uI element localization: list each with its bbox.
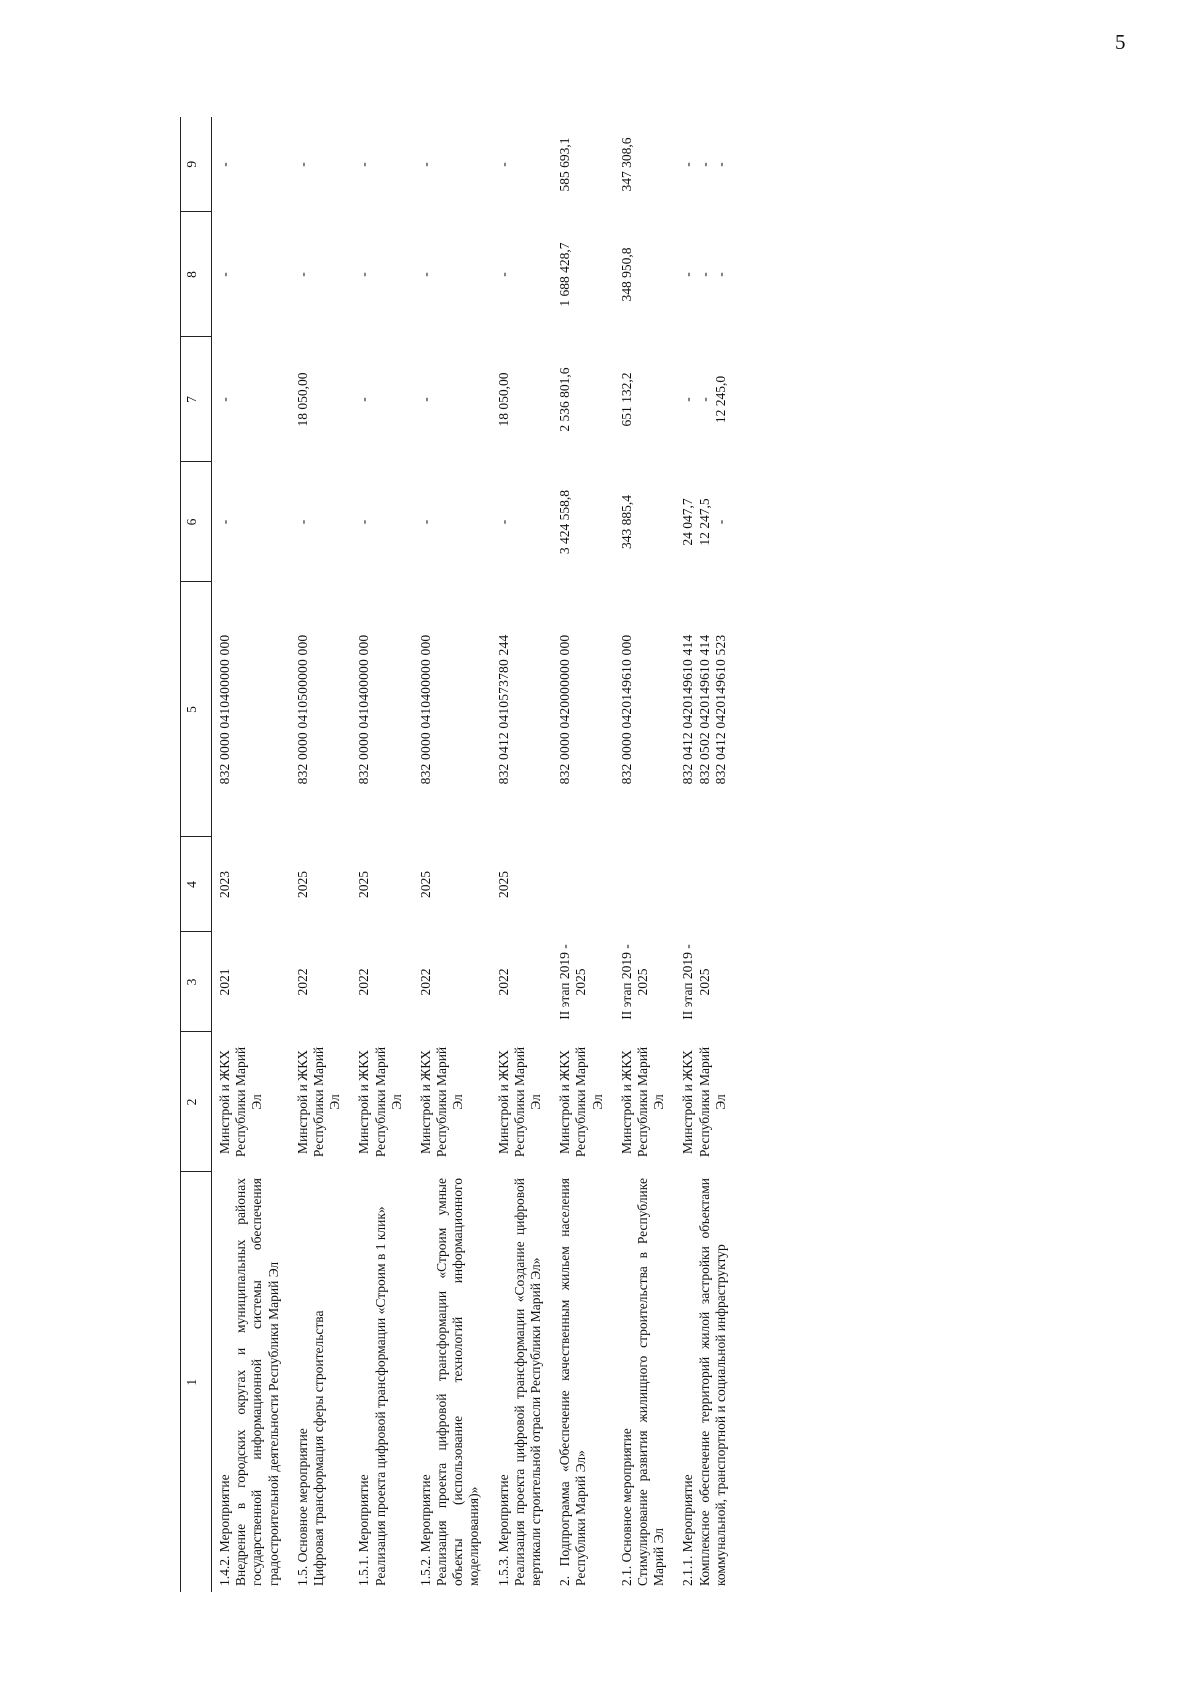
end-year-cell <box>212 837 290 932</box>
start-period: 2022 <box>417 968 433 996</box>
amount-col-6-cell <box>351 462 413 582</box>
column-header: 5 <box>181 582 212 837</box>
start-period-cell <box>413 932 491 1032</box>
amount-col-8: - <box>217 272 232 277</box>
amount-col-6-cell <box>212 462 290 582</box>
amount-col-9: - <box>294 162 310 167</box>
activity-name-cell <box>290 1172 352 1592</box>
amount-col-6: - <box>417 519 433 525</box>
activity-name: Комплексное обеспечение территорий жилой застройки объектами коммунальной, транспортной и социальной инфраструктур <box>696 1178 728 1586</box>
amount-col-7: 18 050,00 <box>495 372 511 427</box>
activity-name: 2.1. Основное мероприятие <box>618 1428 634 1586</box>
amount-col-9-cell <box>675 117 737 212</box>
amount-col-8-cell <box>491 212 553 337</box>
end-year-cell <box>675 837 737 932</box>
budget-classification-code: 832 0000 0420149610 000 <box>618 634 634 785</box>
table-row <box>614 117 676 1592</box>
responsible-executor-cell <box>552 1032 614 1172</box>
amount-col-6-cell <box>290 462 352 582</box>
budget-classification-code: 832 0412 0420149610 414 <box>680 634 696 785</box>
start-period: II этап 2019 - 2025 <box>557 944 589 1020</box>
amount-col-9: - <box>417 162 433 167</box>
amount-col-7-cell <box>675 337 737 462</box>
amount-col-9: - <box>356 162 372 167</box>
column-header: 8 <box>181 212 212 337</box>
amount-col-7: 651 132,2 <box>618 372 634 427</box>
start-period-cell <box>614 932 676 1032</box>
amount-col-6: - <box>712 519 728 525</box>
budget-table <box>180 117 737 1592</box>
amount-col-7-cell <box>290 337 352 462</box>
responsible-executor: Минстрой и ЖКХ Республики Марий Эл <box>417 1046 466 1158</box>
amount-col-9: - <box>712 162 728 167</box>
budget-classification-code: 832 0000 0410400000 000 <box>417 634 433 785</box>
amount-col-6: 12 247,5 <box>696 498 712 546</box>
amount-col-7-cell <box>614 337 676 462</box>
amount-col-7: - <box>680 397 696 402</box>
budget-classification-code-cell <box>413 582 491 837</box>
responsible-executor: Минстрой и ЖКХ Республики Марий Эл <box>618 1046 667 1158</box>
amount-col-7: - <box>356 397 372 402</box>
column-header: 1 <box>181 1172 212 1592</box>
activity-name-cell <box>675 1172 737 1592</box>
amount-col-8-cell <box>675 212 737 337</box>
table-row <box>491 117 553 1592</box>
budget-classification-code: 832 0000 0420000000 000 <box>557 634 573 785</box>
start-period-cell <box>351 932 413 1032</box>
activity-name: 1.5.1. Мероприятие <box>356 1474 372 1586</box>
end-year: 2023 <box>217 871 232 898</box>
table-row <box>290 117 352 1592</box>
amount-col-7: - <box>417 397 433 402</box>
amount-col-7-cell <box>413 337 491 462</box>
end-year-cell <box>614 837 676 932</box>
activity-name: Внедрение в городских округах и муниципальных районах государственной информационной системы обеспечения градостроительной деятельности Республики Марий Эл <box>233 1178 281 1586</box>
budget-classification-code: 832 0412 0410573780 244 <box>495 634 511 785</box>
amount-col-7: 12 245,0 <box>712 375 728 424</box>
end-year: 2025 <box>417 871 433 898</box>
amount-col-9-cell <box>614 117 676 212</box>
table-row <box>413 117 491 1592</box>
activity-name: Реализация проекта цифровой трансформации «Строим умные объекты (использование технологий информационного моделирования)» <box>434 1178 482 1586</box>
amount-col-7-cell <box>351 337 413 462</box>
page-number: 5 <box>1115 30 1126 54</box>
activity-name: 2. Подпрограмма «Обеспечение качественным жильем населения Республики Марий Эл» <box>557 1178 589 1586</box>
responsible-executor: Минстрой и ЖКХ Республики Марий Эл <box>495 1046 543 1158</box>
responsible-executor-cell <box>614 1032 676 1172</box>
amount-col-8-cell <box>552 212 614 337</box>
table-row <box>351 117 413 1592</box>
responsible-executor-cell <box>290 1032 352 1172</box>
start-period-cell <box>212 932 290 1032</box>
responsible-executor-cell <box>675 1032 737 1172</box>
amount-col-6-cell <box>491 462 553 582</box>
amount-col-9: 585 693,1 <box>557 137 573 192</box>
amount-col-6-cell <box>413 462 491 582</box>
budget-classification-code: 832 0502 0420149610 414 <box>696 634 712 785</box>
activity-name: 1.5.3. Мероприятие <box>495 1474 511 1586</box>
start-period: 2022 <box>495 968 511 996</box>
responsible-executor: Минстрой и ЖКХ Республики Марий Эл <box>294 1046 343 1158</box>
amount-col-6: 3 424 558,8 <box>557 489 573 555</box>
responsible-executor-cell <box>491 1032 553 1172</box>
activity-name: Реализация проекта цифровой трансформации «Создание цифровой вертикали строительной отрасли Республики Марий Эл» <box>511 1178 543 1586</box>
column-header: 3 <box>181 932 212 1032</box>
activity-name-cell <box>351 1172 413 1592</box>
start-period: 2022 <box>356 968 372 996</box>
amount-col-8: - <box>417 272 433 277</box>
responsible-executor-cell <box>413 1032 491 1172</box>
amount-col-9-cell <box>552 117 614 212</box>
amount-col-6: - <box>495 519 511 525</box>
end-year-cell <box>290 837 352 932</box>
amount-col-9: - <box>495 162 511 167</box>
activity-name: Стимулирование развития жилищного строительства в Республике Марий Эл <box>634 1178 667 1586</box>
amount-col-6: 24 047,7 <box>680 498 696 546</box>
budget-classification-code-cell <box>351 582 413 837</box>
amount-col-9-cell <box>351 117 413 212</box>
amount-col-9: - <box>217 162 232 167</box>
amount-col-7: 2 536 801,6 <box>557 367 573 432</box>
amount-col-6: 343 885,4 <box>618 495 634 549</box>
amount-col-8-cell <box>614 212 676 337</box>
start-period-cell <box>491 932 553 1032</box>
amount-col-8: - <box>696 272 712 277</box>
table-row <box>212 117 290 1592</box>
activity-name-cell <box>212 1172 290 1592</box>
activity-name: 1.5. Основное мероприятие <box>294 1428 310 1586</box>
table-row <box>675 117 737 1592</box>
amount-col-6: - <box>356 519 372 525</box>
budget-classification-code-cell <box>614 582 676 837</box>
amount-col-9: 347 308,6 <box>618 137 634 192</box>
column-header: 7 <box>181 337 212 462</box>
activity-name: 1.5.2. Мероприятие <box>417 1474 433 1586</box>
budget-classification-code-cell <box>290 582 352 837</box>
responsible-executor-cell <box>351 1032 413 1172</box>
table-body <box>212 117 737 1592</box>
activity-name-cell <box>552 1172 614 1592</box>
responsible-executor: Минстрой и ЖКХ Республики Марий Эл <box>557 1046 605 1158</box>
amount-col-9-cell <box>212 117 290 212</box>
responsible-executor: Минстрой и ЖКХ Республики Марий Эл <box>680 1046 728 1158</box>
column-header: 2 <box>181 1032 212 1172</box>
budget-classification-code-cell <box>491 582 553 837</box>
column-header: 9 <box>181 117 212 212</box>
column-header: 4 <box>181 837 212 932</box>
end-year-cell <box>413 837 491 932</box>
responsible-executor: Минстрой и ЖКХ Республики Марий Эл <box>217 1046 265 1158</box>
amount-col-7: 18 050,00 <box>294 372 310 427</box>
end-year-cell <box>552 837 614 932</box>
amount-col-8: - <box>495 272 511 277</box>
budget-classification-code: 832 0412 0420149610 523 <box>712 634 728 785</box>
start-period: 2021 <box>217 968 232 996</box>
activity-name-cell <box>614 1172 676 1592</box>
amount-col-7-cell <box>212 337 290 462</box>
amount-col-7: - <box>217 397 232 402</box>
budget-classification-code-cell <box>552 582 614 837</box>
activity-name: Цифровая трансформация сферы строительства <box>310 1310 326 1586</box>
end-year-cell <box>351 837 413 932</box>
end-year-cell <box>491 837 553 932</box>
activity-name: 1.4.2. Мероприятие <box>217 1474 232 1586</box>
amount-col-9: - <box>680 162 696 167</box>
amount-col-9: - <box>696 162 712 167</box>
budget-classification-code-cell <box>675 582 737 837</box>
amount-col-9-cell <box>413 117 491 212</box>
start-period-cell <box>552 932 614 1032</box>
amount-col-6: - <box>294 519 310 525</box>
amount-col-8: - <box>294 272 310 277</box>
rotated-table-sheet <box>180 92 1160 1592</box>
amount-col-8: - <box>680 272 696 277</box>
budget-classification-code: 832 0000 0410400000 000 <box>217 634 232 785</box>
table-row <box>552 117 614 1592</box>
amount-col-7: - <box>696 397 712 402</box>
amount-col-6-cell <box>552 462 614 582</box>
amount-col-8: 1 688 428,7 <box>557 242 573 307</box>
activity-name-cell <box>413 1172 491 1592</box>
amount-col-8-cell <box>290 212 352 337</box>
amount-col-7-cell <box>491 337 553 462</box>
amount-col-8: - <box>712 272 728 277</box>
activity-name: 2.1.1. Мероприятие <box>680 1474 696 1586</box>
end-year: 2025 <box>294 871 310 898</box>
start-period-cell <box>290 932 352 1032</box>
activity-name-cell <box>491 1172 553 1592</box>
amount-col-8-cell <box>351 212 413 337</box>
budget-classification-code-cell <box>212 582 290 837</box>
responsible-executor: Минстрой и ЖКХ Республики Марий Эл <box>356 1046 404 1158</box>
amount-col-9-cell <box>290 117 352 212</box>
start-period-cell <box>675 932 737 1032</box>
amount-col-9-cell <box>491 117 553 212</box>
amount-col-6-cell <box>614 462 676 582</box>
end-year: 2025 <box>495 871 511 898</box>
end-year: 2025 <box>356 871 372 898</box>
start-period: II этап 2019 - 2025 <box>618 944 650 1020</box>
amount-col-8: - <box>356 272 372 277</box>
amount-col-6: - <box>217 519 232 525</box>
budget-classification-code: 832 0000 0410500000 000 <box>294 634 310 785</box>
amount-col-8-cell <box>413 212 491 337</box>
responsible-executor-cell <box>212 1032 290 1172</box>
amount-col-8: 348 950,8 <box>618 247 634 302</box>
start-period: II этап 2019 - 2025 <box>680 944 712 1020</box>
column-number-row <box>181 117 212 1592</box>
budget-classification-code: 832 0000 0410400000 000 <box>356 634 372 785</box>
amount-col-6-cell <box>675 462 737 582</box>
column-header: 6 <box>181 462 212 582</box>
amount-col-8-cell <box>212 212 290 337</box>
amount-col-7-cell <box>552 337 614 462</box>
activity-name: Реализация проекта цифровой трансформации «Строим в 1 клик» <box>372 1206 388 1586</box>
start-period: 2022 <box>294 968 310 996</box>
